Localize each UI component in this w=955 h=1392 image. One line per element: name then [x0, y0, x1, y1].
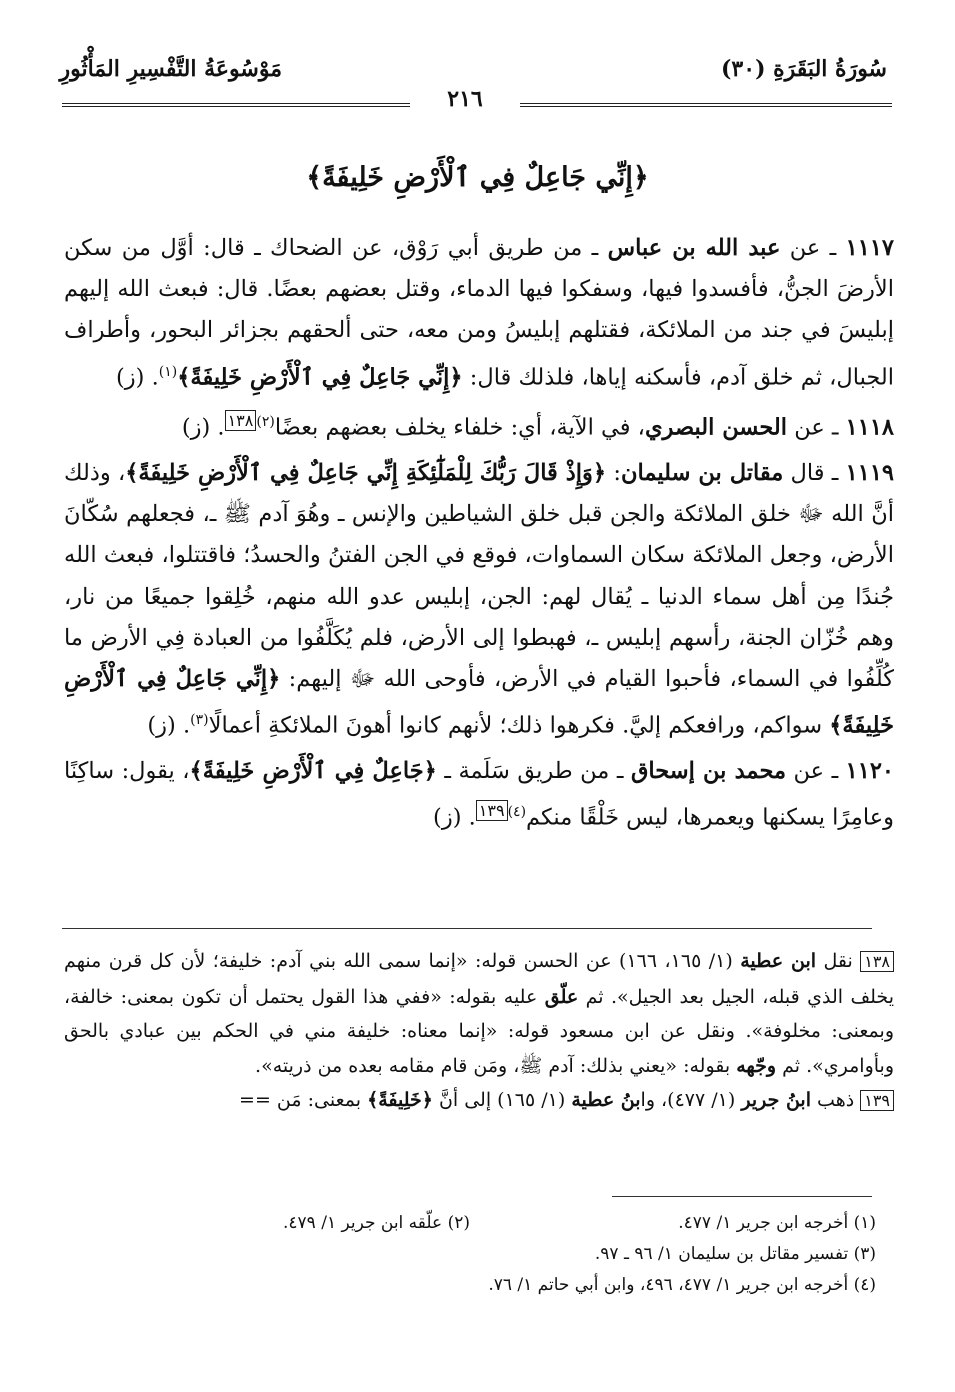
- header-rule-left: [62, 103, 410, 107]
- note-139: [64, 1083, 894, 1119]
- entry-prefix: ـ عن: [780, 235, 846, 261]
- commentary-ref-box: ١٣٩: [476, 800, 508, 821]
- footnotes: [64, 1208, 876, 1301]
- entry-end: . (ز): [116, 364, 159, 391]
- footnotes-separator: [612, 1196, 872, 1197]
- quran-verse: ﴿خَلِيفَةً﴾: [367, 1089, 433, 1112]
- entry-number: ١١١٧: [845, 235, 894, 261]
- entry-text: ـ من طريق أبي رَوْق، عن الضحاك ـ قال: أوَّل من سكن الأرضَ الجنُّ، فأفسدوا فيها، وسفكوا فيها الدماء، وقتل بعضهم بعضًا. قال: فبعث الله إليهم إبليسَ في جند من الملائكة، فقتلهم إبليسُ ومن معه، حتى ألحقهم بجزائر البحور، وأطراف الجبال، ثم خلق آدم، فأسكنه إياها، فلذلك قال:: [64, 235, 894, 391]
- entry-1119: [64, 453, 894, 747]
- surah-header: سُورَةُ البَقَرَةِ (٣٠): [721, 56, 887, 82]
- footnote-2: (٢) علّقه ابن جرير ١/ ٤٧٩.: [282, 1213, 470, 1233]
- note-text: (١/ ١٦٥) إلى أنَّ: [432, 1089, 572, 1112]
- note-bold: وجّهه: [736, 1054, 777, 1077]
- note-text: بمعنى: مَن ==: [239, 1089, 368, 1112]
- book-title-header: مَوْسُوعَةُ التَّفْسِيرِ المَأْثُورِ: [59, 56, 282, 82]
- header-rule-right: [520, 103, 892, 107]
- note-number-box: ١٣٩: [860, 1090, 894, 1111]
- entry-number: ١١١٨: [845, 414, 894, 441]
- footnote-row: [64, 1208, 876, 1239]
- entry-end: . (ز): [433, 804, 476, 831]
- commentary-notes: [64, 944, 894, 1119]
- entry-1118: [64, 402, 894, 449]
- narrator-name: الحسن البصري: [644, 414, 788, 441]
- note-138: [64, 944, 894, 1083]
- entry-prefix: ـ عن: [786, 757, 846, 784]
- quran-verse: ﴿جَاعِلٌ فِي ٱلْأَرْضِ خَلِيفَةً﴾: [189, 757, 437, 784]
- entry-prefix: ـ قال: [783, 460, 846, 487]
- footnote-3: (٣) تفسير مقاتل بن سليمان ١/ ٩٦ ـ ٩٧.: [594, 1244, 876, 1264]
- narrator-name: عبد الله بن عباس: [607, 235, 781, 261]
- note-bold: بنُ عطية: [571, 1089, 641, 1112]
- entry-text-cont: سواكم، ورافعكم إليَّ. فكرهوا ذلك؛ لأنهم كانوا أهونَ الملائكةِ أعمالًا: [208, 712, 830, 739]
- entry-number: ١١٢٠: [845, 757, 895, 784]
- notes-separator: [62, 928, 872, 929]
- entry-prefix: ـ عن: [787, 414, 846, 441]
- note-bold: ابن عطية: [740, 950, 817, 972]
- footnote-1: (١) أخرجه ابن جرير ١/ ٤٧٧.: [678, 1213, 876, 1233]
- footnote-ref: (٢): [256, 414, 275, 431]
- note-bold: علّق: [544, 985, 579, 1008]
- footnote-4: (٤) أخرجه ابن جرير ١/ ٤٧٧، ٤٩٦، وابن أبي حاتم ١/ ٧٦.: [488, 1275, 876, 1295]
- note-text: عليه بقوله: «ففي هذا القول يحتمل أن تكون بمعنى: خالفة، وبمعنى: مخلوفة». ونقل عن ابن مسعود قوله: «إنما معناه: خليفة مني في الحكم بين عبادي بالحق وبأوامري». ثم: [64, 985, 894, 1077]
- note-number-box: ١٣٨: [860, 951, 894, 972]
- entry-end: . (ز): [147, 712, 191, 739]
- title-verse: ﴿إِنِّي جَاعِلٌ فِي ٱلْأَرْضِ خَلِيفَةً﴾: [306, 162, 649, 193]
- quran-verse: ﴿وَإِذْ قَالَ رَبُّكَ لِلْمَلَٰٓئِكَةِ إِنِّي جَاعِلٌ فِي ٱلْأَرْضِ خَلِيفَةً﴾: [125, 460, 607, 487]
- main-text: [64, 228, 894, 839]
- entry-text: ـ من طريق سَلَمة ـ: [436, 757, 631, 784]
- entry-end: . (ز): [181, 414, 225, 441]
- note-text: بقوله: «يعني بذلك: آدم ﷺ، ومَن قام مقامه بعده من ذريته».: [255, 1054, 737, 1077]
- note-text: (١/ ٤٧٧)، وا: [640, 1089, 742, 1112]
- entry-1120: [64, 751, 894, 839]
- note-text: ذهب: [811, 1089, 861, 1112]
- commentary-ref-box: ١٣٨: [225, 410, 257, 431]
- entry-text-cont: ، يقول: ساكِنًا وعامِرًا يسكنها ويعمرها، ليس خَلْقًا منكم: [64, 757, 894, 831]
- quran-verse: ﴿إِنِّي جَاعِلٌ فِي ٱلْأَرْضِ خَلِيفَةً﴾: [64, 666, 894, 739]
- footnote-ref: (٤): [507, 804, 527, 821]
- entry-number: ١١١٩: [845, 460, 894, 487]
- footnote-ref: (٣): [190, 712, 209, 729]
- note-text: نقل: [816, 950, 861, 972]
- narrator-name: محمد بن إسحاق: [630, 757, 787, 784]
- entry-text: ، وذلك أنَّ الله ﷻ خلق الملائكة والجن قبل خلق الشياطين والإنس ـ وهُوَ آدم ﷺ ـ، فجعلهم سُكّانَ الأرض، وجعل الملائكة سكان السماوات، فوقع في الجن الفتنُ والحسدُ؛ فاقتتلوا، فبعث الله جُندًا مِن أهل سماء الدنيا ـ يُقال لهم: الجن، إبليس عدو الله منهم، خُلِقوا جميعًا من نار، وهم خُزّان الجنة، رأسهم إبليس ـ، فهبطوا إلى الأرض، فلم يُكَلَّفُوا من العبادة فِي الأرض ما كُلِّفُوا في السماء، فأحبوا القيام في الأرض، فأوحى الله ﷻ إليهم:: [64, 460, 894, 693]
- entry-colon: :: [606, 460, 621, 487]
- footnote-ref: (١): [158, 363, 178, 380]
- page-number: ٢١٦: [447, 86, 483, 112]
- note-bold: ابنُ جرير: [741, 1089, 811, 1112]
- note-text: (١/ ١٦٥، ١٦٦) عن الحسن قوله: «إنما سمى الله بني آدم: خليفة؛ لأن كل قرن منهم يخلف الذي قبله، الجيل بعد الجيل». ثم: [64, 950, 894, 1008]
- narrator-name: مقاتل بن سليمان: [620, 460, 784, 487]
- entry-text: ، في الآية، أي: خلفاء يخلف بعضهم بعضًا: [274, 414, 645, 441]
- entry-1117: [64, 228, 894, 398]
- quran-verse: ﴿إِنِّي جَاعِلٌ فِي ٱلْأَرْضِ خَلِيفَةً﴾: [177, 364, 463, 391]
